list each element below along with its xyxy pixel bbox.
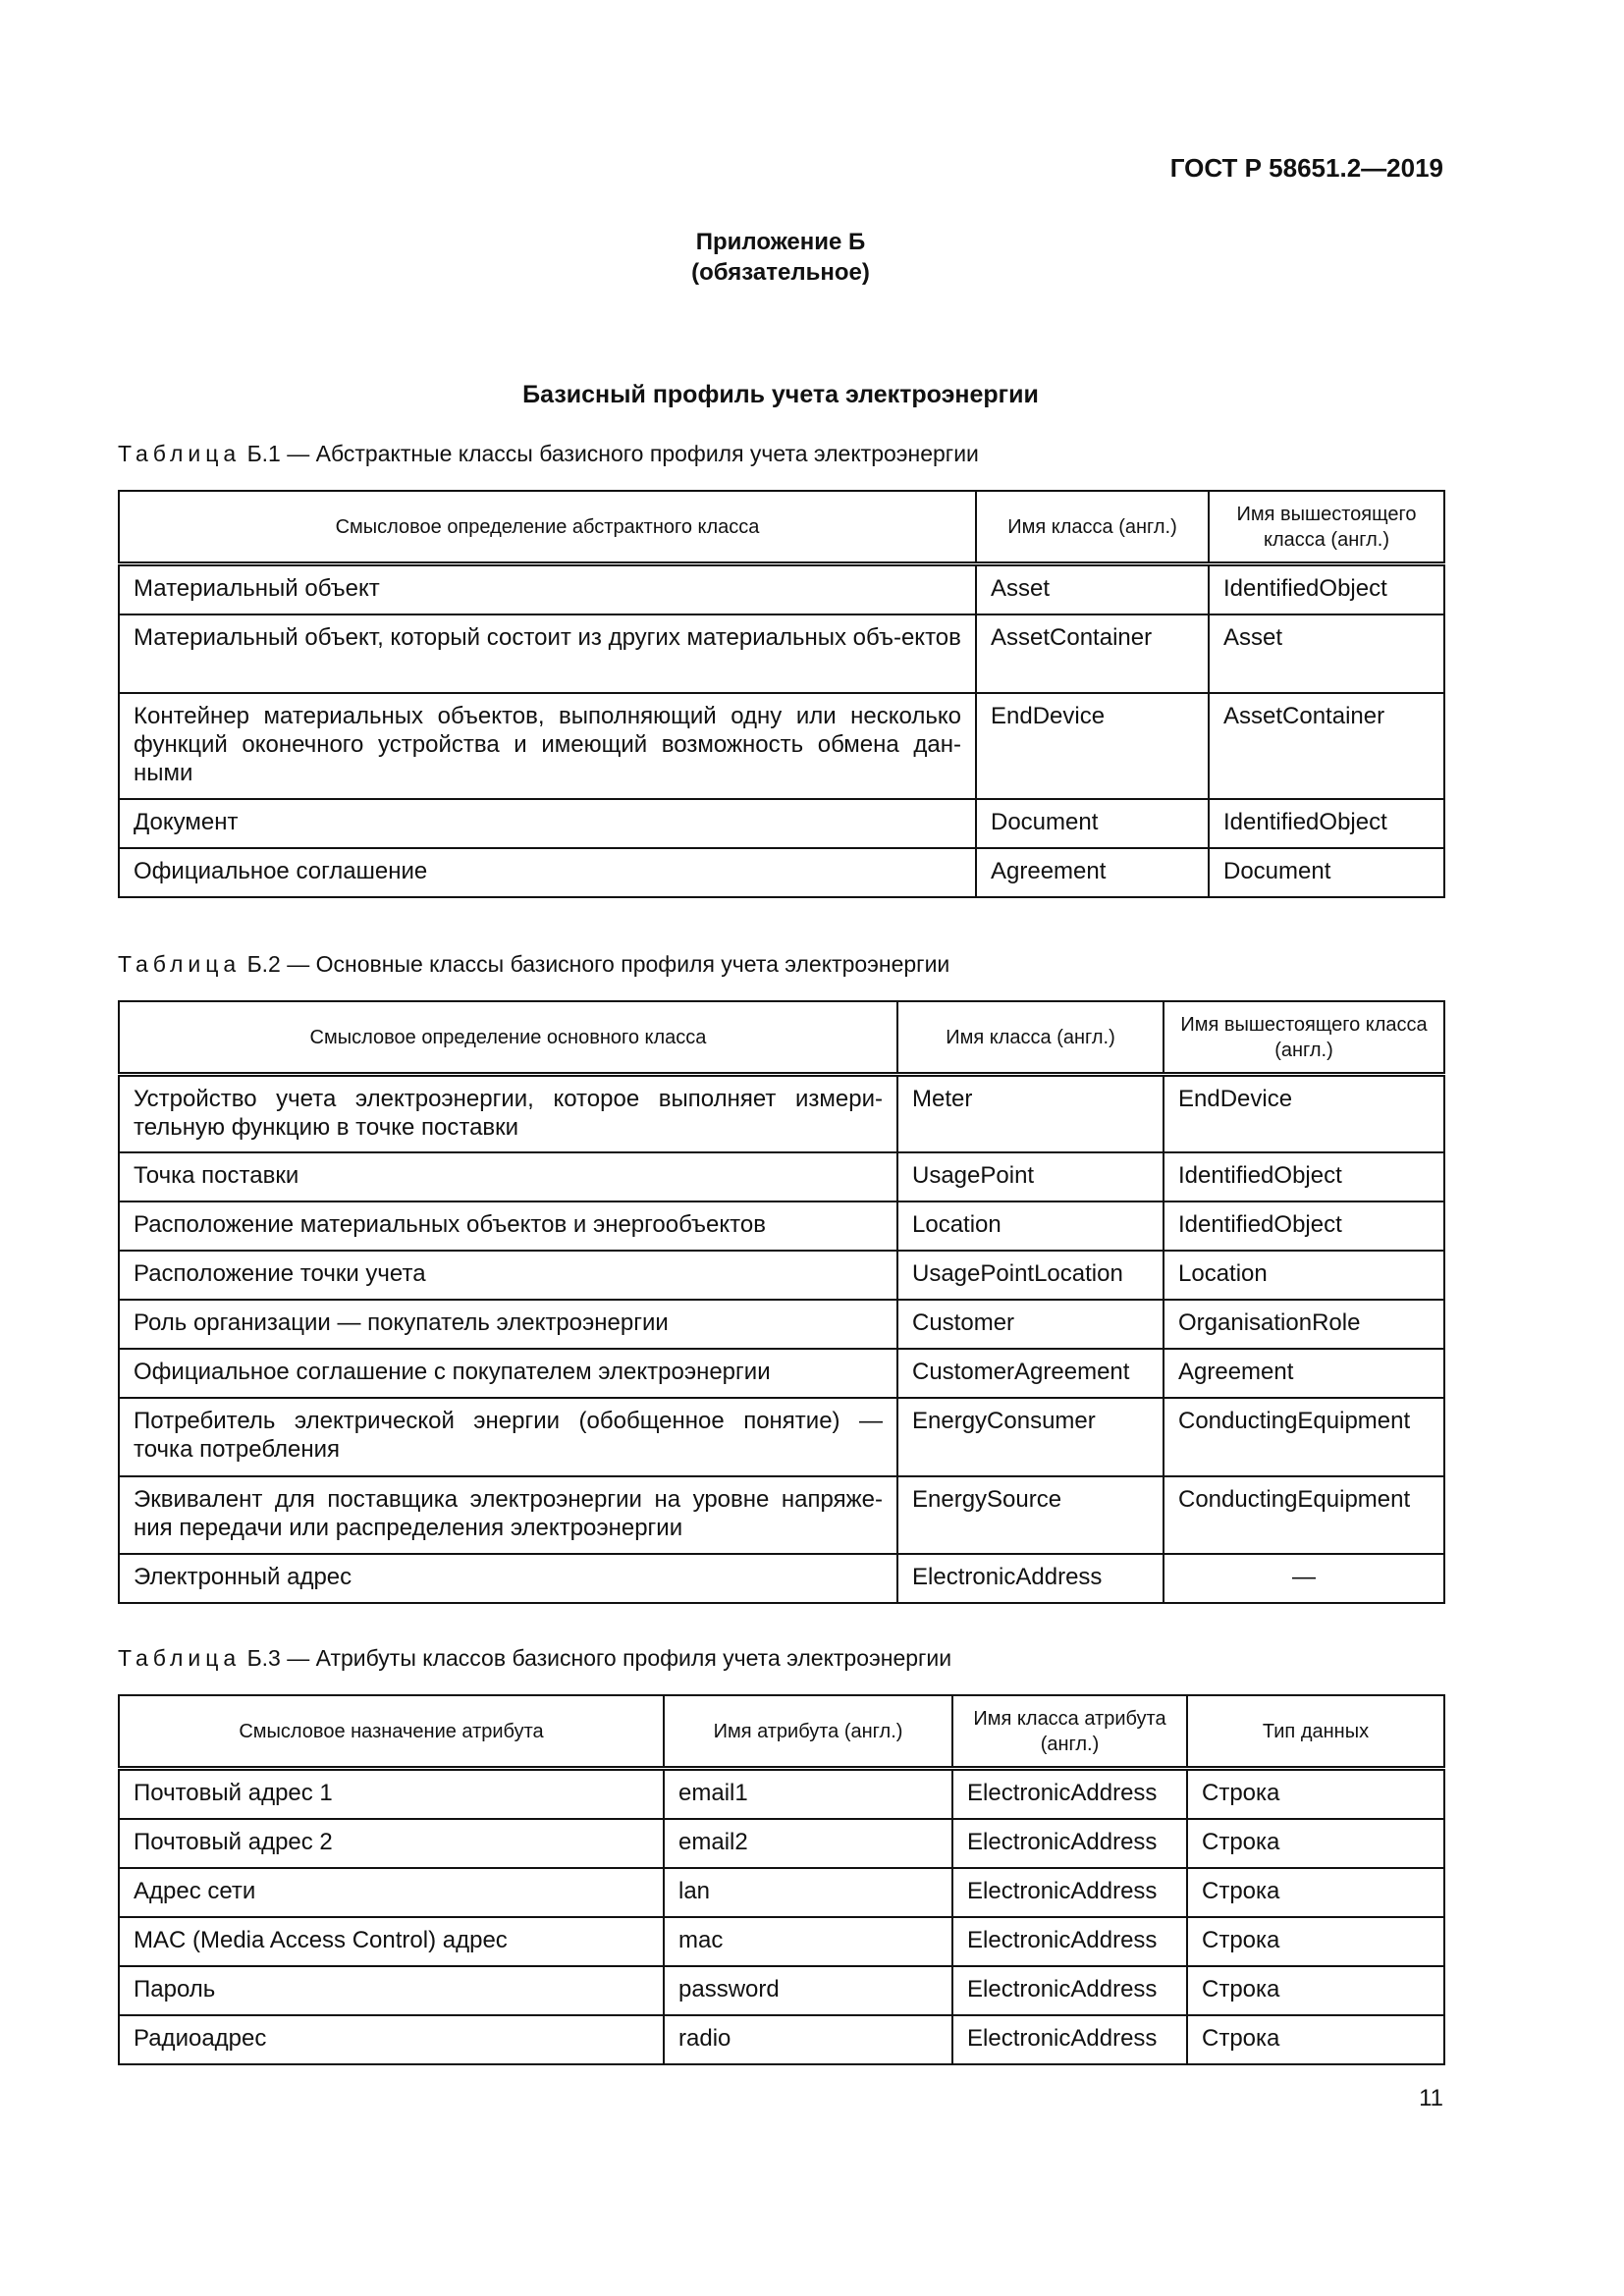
table-cell: Почтовый адрес 2 — [119, 1819, 664, 1868]
table-cell: AssetContainer — [976, 614, 1209, 693]
table-row — [119, 1074, 1444, 1152]
table-cell: EnergyConsumer — [897, 1398, 1164, 1476]
table-class-attributes — [118, 1694, 1445, 2065]
page-number: 11 — [1419, 2085, 1443, 2111]
table-cell: Location — [897, 1201, 1164, 1251]
table-cell: ConductingEquipment — [1164, 1398, 1444, 1476]
table-cell: ElectronicAddress — [952, 1966, 1187, 2015]
column-header: Имя атрибута (англ.) — [664, 1695, 952, 1768]
table-cell: Почтовый адрес 1 — [119, 1768, 664, 1819]
table-row — [119, 1917, 1444, 1966]
table-row — [119, 799, 1444, 848]
table-cell: UsagePointLocation — [897, 1251, 1164, 1300]
table-row — [119, 2015, 1444, 2064]
caption-text: Б.2 — Основные классы базисного профиля учета электроэнергии — [246, 951, 950, 977]
column-header: Смысловое определение абстрактного класса — [119, 491, 976, 563]
table-cell: Document — [976, 799, 1209, 848]
caption-label: Таблица — [118, 441, 242, 466]
column-header: Имя вышестоящего класса (англ.) — [1209, 491, 1444, 563]
table-cell: ElectronicAddress — [952, 1917, 1187, 1966]
table-cell: EnergySource — [897, 1476, 1164, 1554]
table-cell: Материальный объект — [119, 563, 976, 614]
table-cell: UsagePoint — [897, 1152, 1164, 1201]
table-cell: Строка — [1187, 1868, 1444, 1917]
table-row — [119, 614, 1444, 693]
table-row — [119, 563, 1444, 614]
table-row — [119, 1398, 1444, 1476]
table-cell: Asset — [1209, 614, 1444, 693]
table-cell: lan — [664, 1868, 952, 1917]
table-cell: Location — [1164, 1251, 1444, 1300]
table-row — [119, 1349, 1444, 1398]
table-cell: Asset — [976, 563, 1209, 614]
header-row — [119, 1695, 1444, 1768]
table-cell: Строка — [1187, 1966, 1444, 2015]
table-cell: IdentifiedObject — [1164, 1152, 1444, 1201]
table-cell: Строка — [1187, 1819, 1444, 1868]
column-header: Имя класса (англ.) — [897, 1001, 1164, 1074]
table-cell: ElectronicAddress — [952, 1868, 1187, 1917]
table-cell: ElectronicAddress — [952, 2015, 1187, 2064]
table-cell: password — [664, 1966, 952, 2015]
table-row — [119, 1152, 1444, 1201]
table-cell: CustomerAgreement — [897, 1349, 1164, 1398]
caption-label: Таблица — [118, 951, 242, 977]
table-cell: Строка — [1187, 1768, 1444, 1819]
table-cell: ElectronicAddress — [952, 1819, 1187, 1868]
appendix-status: (обязательное) — [691, 259, 870, 286]
table-cell: email2 — [664, 1819, 952, 1868]
table2-caption — [118, 951, 949, 978]
table-cell: Agreement — [976, 848, 1209, 897]
table-cell: IdentifiedObject — [1164, 1201, 1444, 1251]
table-cell: IdentifiedObject — [1209, 799, 1444, 848]
table-cell: Customer — [897, 1300, 1164, 1349]
table-cell: Адрес сети — [119, 1868, 664, 1917]
table3-caption — [118, 1645, 951, 1672]
table-cell: Document — [1209, 848, 1444, 897]
table-cell: radio — [664, 2015, 952, 2064]
table-row — [119, 693, 1444, 799]
table-main-classes — [118, 1000, 1445, 1604]
table-cell: Расположение материальных объектов и энергообъектов — [119, 1201, 897, 1251]
table-row — [119, 1819, 1444, 1868]
table-row — [119, 1966, 1444, 2015]
table-cell: Официальное соглашение с покупателем электроэнергии — [119, 1349, 897, 1398]
table-cell: Официальное соглашение — [119, 848, 976, 897]
table-row — [119, 1554, 1444, 1603]
table-cell: Строка — [1187, 1917, 1444, 1966]
table-row — [119, 1251, 1444, 1300]
table-row — [119, 1476, 1444, 1554]
table-cell: Agreement — [1164, 1349, 1444, 1398]
table-row — [119, 1768, 1444, 1819]
table-cell: email1 — [664, 1768, 952, 1819]
table-cell: Точка поставки — [119, 1152, 897, 1201]
table-cell: Эквивалент для поставщика электроэнергии на уровне напряже-ния передачи или распределения электроэнергии — [119, 1476, 897, 1554]
column-header: Смысловое определение основного класса — [119, 1001, 897, 1074]
column-header: Тип данных — [1187, 1695, 1444, 1768]
section-title: Базисный профиль учета электроэнергии — [522, 381, 1039, 408]
table-cell: mac — [664, 1917, 952, 1966]
table-cell: Устройство учета электроэнергии, которое выполняет измери-тельную функцию в точке поставки — [119, 1074, 897, 1152]
table-abstract-classes — [118, 490, 1445, 898]
table-cell: ElectronicAddress — [897, 1554, 1164, 1603]
table-cell: — — [1164, 1554, 1444, 1603]
table-cell: EndDevice — [976, 693, 1209, 799]
table-cell: OrganisationRole — [1164, 1300, 1444, 1349]
table-cell: Материальный объект, который состоит из других материальных объ-ектов — [119, 614, 976, 693]
table-row — [119, 1300, 1444, 1349]
caption-text: Б.1 — Абстрактные классы базисного профиля учета электроэнергии — [246, 441, 979, 466]
table-row — [119, 848, 1444, 897]
table-cell: MAC (Media Access Control) адрес — [119, 1917, 664, 1966]
table-cell: AssetContainer — [1209, 693, 1444, 799]
table-cell: Электронный адрес — [119, 1554, 897, 1603]
table-cell: Строка — [1187, 2015, 1444, 2064]
header-row — [119, 1001, 1444, 1074]
column-header: Имя класса (англ.) — [976, 491, 1209, 563]
table-row — [119, 1201, 1444, 1251]
table-cell: Расположение точки учета — [119, 1251, 897, 1300]
caption-label: Таблица — [118, 1645, 242, 1671]
appendix-title: Приложение Б — [695, 229, 866, 255]
document-code: ГОСТ Р 58651.2—2019 — [1169, 153, 1443, 183]
header-row — [119, 491, 1444, 563]
table-cell: Роль организации — покупатель электроэнергии — [119, 1300, 897, 1349]
caption-text: Б.3 — Атрибуты классов базисного профиля учета электроэнергии — [246, 1645, 952, 1671]
table1-caption — [118, 441, 979, 467]
table-cell: Пароль — [119, 1966, 664, 2015]
column-header: Имя вышестоящего класса (англ.) — [1164, 1001, 1444, 1074]
table-cell: ElectronicAddress — [952, 1768, 1187, 1819]
table-cell: Радиоадрес — [119, 2015, 664, 2064]
table-cell: Контейнер материальных объектов, выполняющий одну или несколько функций оконечного устройства и имеющий возможность обмена дан-ными — [119, 693, 976, 799]
table-cell: ConductingEquipment — [1164, 1476, 1444, 1554]
table-cell: Meter — [897, 1074, 1164, 1152]
table-cell: Документ — [119, 799, 976, 848]
table-row — [119, 1868, 1444, 1917]
table-cell: EndDevice — [1164, 1074, 1444, 1152]
column-header: Смысловое назначение атрибута — [119, 1695, 664, 1768]
column-header: Имя класса атрибута (англ.) — [952, 1695, 1187, 1768]
table-cell: Потребитель электрической энергии (обобщенное понятие) — точка потребления — [119, 1398, 897, 1476]
table-cell: IdentifiedObject — [1209, 563, 1444, 614]
